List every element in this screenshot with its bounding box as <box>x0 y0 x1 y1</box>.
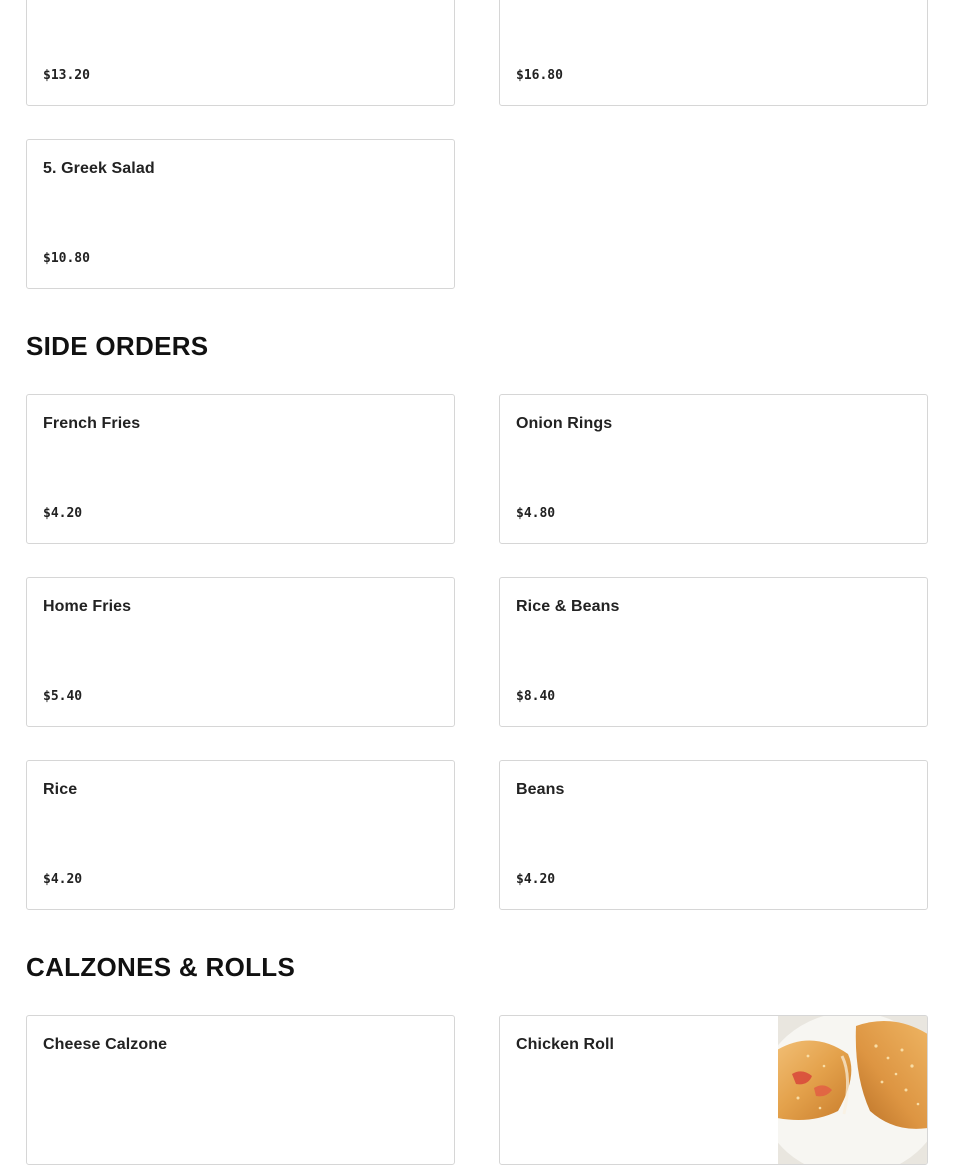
menu-item-price: $5.40 <box>43 689 83 704</box>
menu-item-name: 5. Greek Salad <box>43 160 155 177</box>
menu-item-card[interactable] <box>26 0 455 106</box>
menu-item-card-rice[interactable] <box>26 760 455 910</box>
menu-item-price: $16.80 <box>516 68 563 83</box>
menu-grid-salads <box>26 0 970 289</box>
menu-item-name: Beans <box>516 781 565 798</box>
section-title-calzones-and-rolls: CALZONES & ROLLS <box>26 952 296 982</box>
menu-grid-side-orders <box>26 394 970 910</box>
menu-item-name: Cheese Calzone <box>43 1036 168 1053</box>
menu-item-price: $13.20 <box>43 68 90 83</box>
menu-item-price: $4.20 <box>516 872 556 887</box>
menu-item-name: Chicken Roll <box>516 1036 615 1053</box>
menu-item-card-rice-and-beans[interactable] <box>499 577 928 727</box>
menu-item-card-beans[interactable] <box>499 760 928 910</box>
menu-item-price: $4.20 <box>43 506 83 521</box>
menu-item-card-greek-salad[interactable] <box>26 139 455 289</box>
section-title-side-orders: SIDE ORDERS <box>26 331 209 361</box>
menu-item-price: $8.40 <box>516 689 556 704</box>
menu-grid-calzones-and-rolls <box>26 1015 970 1165</box>
chicken-roll-illustration <box>778 1016 927 1165</box>
menu-item-card[interactable] <box>499 0 928 106</box>
menu-item-name: Rice <box>43 781 78 798</box>
menu-item-name: Home Fries <box>43 598 132 615</box>
chicken-roll-photo <box>778 1016 927 1165</box>
menu-item-price: $4.80 <box>516 506 556 521</box>
menu-item-name: Rice & Beans <box>516 598 620 615</box>
menu-item-price: $4.20 <box>43 872 83 887</box>
menu-item-price: $10.80 <box>43 251 90 266</box>
menu-item-card-cheese-calzone[interactable] <box>26 1015 455 1165</box>
menu-item-card-home-fries[interactable] <box>26 577 455 727</box>
menu-item-card-chicken-roll[interactable] <box>499 1015 928 1165</box>
menu-item-card-french-fries[interactable] <box>26 394 455 544</box>
menu-item-name: French Fries <box>43 415 141 432</box>
menu-item-name: Onion Rings <box>516 415 613 432</box>
menu-item-card-onion-rings[interactable] <box>499 394 928 544</box>
